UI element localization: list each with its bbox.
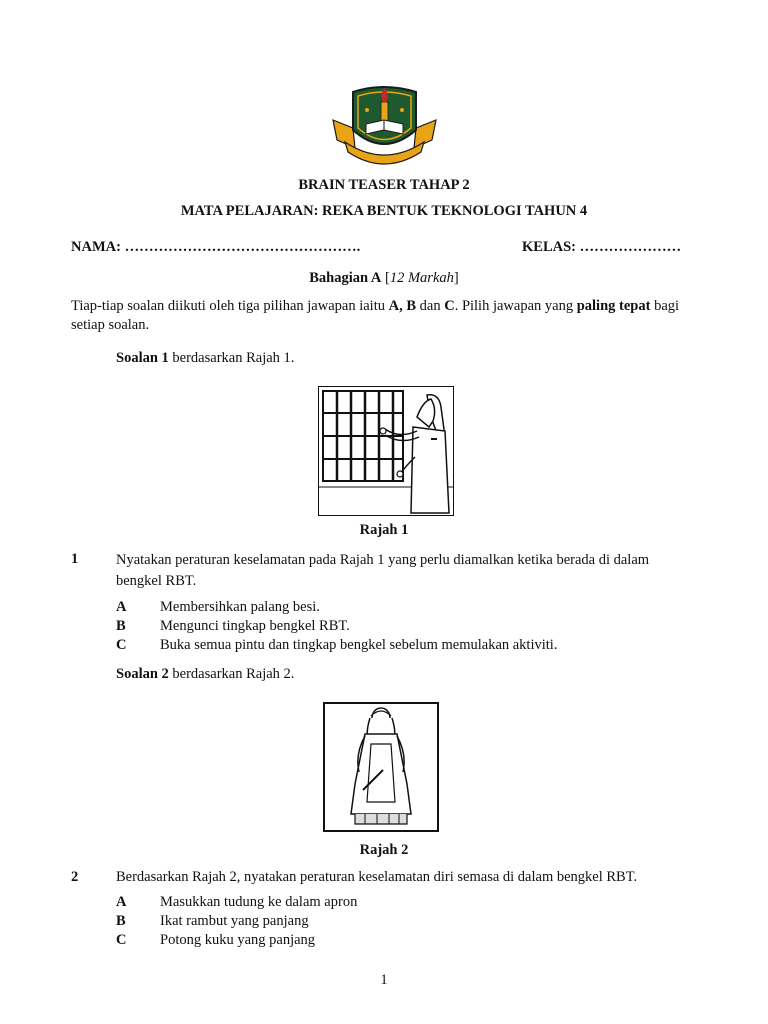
question-2-number: 2	[71, 869, 79, 885]
option-a	[116, 598, 716, 617]
option-text: Membersihkan palang besi.	[160, 599, 320, 615]
question-2-lead-bold: Soalan 2	[116, 666, 169, 682]
option-b	[116, 617, 716, 636]
document-title: BRAIN TEASER TAHAP 2	[298, 177, 470, 193]
section-bracket-open: [	[385, 270, 390, 286]
section-name: Bahagian A	[309, 270, 382, 286]
instructions-text: bagi	[650, 298, 680, 314]
page-number: 1	[380, 972, 388, 988]
option-letter: A	[116, 599, 127, 615]
instructions-text: dan	[416, 298, 445, 314]
option-b	[116, 912, 716, 931]
option-letter: B	[116, 618, 126, 634]
school-crest-icon	[331, 80, 438, 166]
option-text: Ikat rambut yang panjang	[160, 913, 309, 929]
question-2-text: Berdasarkan Rajah 2, nyatakan peraturan keselamatan diri semasa di dalam bengkel RBT.	[116, 869, 638, 885]
question-1-text	[116, 550, 716, 592]
name-field	[71, 239, 360, 256]
question-1-number: 1	[71, 551, 79, 567]
instructions-text: . Pilih jawapan yang	[454, 298, 577, 314]
question-1-lead-rest: berdasarkan Rajah 1.	[168, 350, 295, 366]
question-1-text-line1: Nyatakan peraturan keselamatan pada Rajah 1 yang perlu diamalkan ketika berada di dalam	[116, 552, 650, 568]
instructions-letter-c: C	[444, 298, 455, 314]
instructions-line2: setiap soalan.	[71, 317, 150, 333]
section-heading	[0, 270, 768, 287]
question-1-text-line2: bengkel RBT.	[116, 573, 197, 589]
question-2-options	[116, 893, 716, 950]
figure-1-caption: Rajah 1	[359, 522, 409, 538]
name-dots: ………………………………………….	[124, 239, 361, 255]
question-2-lead-rest: berdasarkan Rajah 2.	[168, 666, 295, 682]
question-1-options	[116, 598, 716, 655]
question-1-lead	[116, 350, 294, 367]
instructions	[71, 297, 711, 335]
option-text: Buka semua pintu dan tingkap bengkel sebelum memulakan aktiviti.	[160, 637, 558, 653]
figure-2-illustration	[323, 702, 439, 832]
instructions-letters-ab: A, B	[388, 298, 417, 314]
option-letter: B	[116, 913, 126, 929]
section-bracket-close: ]	[453, 270, 459, 286]
option-c	[116, 931, 716, 950]
figure-1-illustration	[318, 386, 454, 516]
instructions-line1	[71, 297, 711, 316]
option-c	[116, 636, 716, 655]
class-field	[522, 239, 681, 256]
option-letter: C	[116, 932, 127, 948]
option-text: Potong kuku yang panjang	[160, 932, 316, 948]
option-letter: C	[116, 637, 127, 653]
class-label: KELAS:	[522, 239, 576, 255]
option-text: Mengunci tingkap bengkel RBT.	[160, 618, 350, 634]
document-subtitle: MATA PELAJARAN: REKA BENTUK TEKNOLOGI TAHUN 4	[180, 203, 588, 219]
option-letter: A	[116, 894, 127, 910]
question-1-lead-bold: Soalan 1	[116, 350, 169, 366]
figure-2-caption: Rajah 2	[359, 842, 409, 858]
instructions-emphasis: paling tepat	[576, 298, 651, 314]
name-label: NAMA:	[71, 239, 121, 255]
class-dots: …………………	[579, 239, 682, 255]
option-text: Masukkan tudung ke dalam apron	[160, 894, 358, 910]
question-2-lead	[116, 666, 294, 683]
section-marks: 12 Markah	[389, 270, 454, 286]
option-a	[116, 893, 716, 912]
instructions-text: Tiap-tiap soalan diikuti oleh tiga pilihan jawapan iaitu	[71, 298, 389, 314]
